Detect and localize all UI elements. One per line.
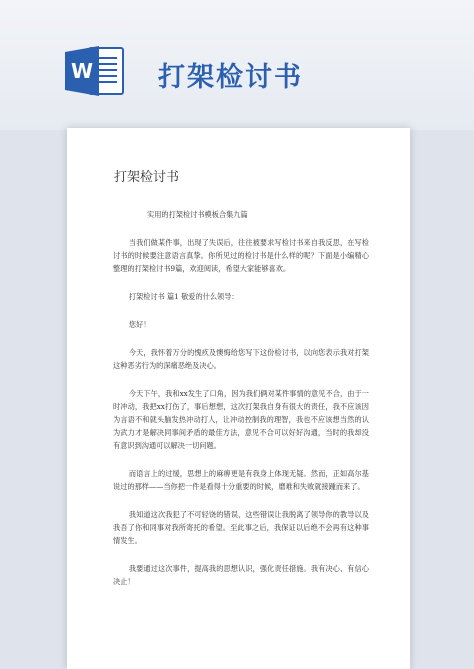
intro-paragraph: 当我们做某件事，出现了失误后，往往被要求写检讨书来自我反思，在写检讨书的时候要注意语言真挚。你所见过的检讨书是什么样的呢？下面是小编精心整理的打架检讨书9篇，欢迎阅读，希望大家能够喜欢。 — [113, 238, 369, 273]
header-banner — [0, 0, 474, 130]
subtitle-paragraph: 实用的打架检讨书模板合集九篇 — [147, 210, 248, 219]
word-document-icon — [63, 44, 125, 98]
body-paragraph: 今天，我怀着万分的愧疚及懊悔给您写下这份检讨书，以向您表示我对打架这种恶劣行为的深痛恶绝及决心。 — [113, 348, 369, 370]
body-paragraph: 今天下午，我和xx发生了口角，因为我们俩对某件事情的意见不合，由于一时冲动，我把xx打伤了，事后想想，这次打架我自身有很大的责任，我不应该因为言语不和就头脑发热冲动打人，让冲动控制我的理智，我也不应该想当然的认为武力才是解决同事间矛盾的最佳方法，意见不合可以好好沟通，当时的我却没有意识到沟通可以解决一切问题。 — [113, 389, 369, 450]
document-title: 打架检讨书 — [114, 170, 180, 185]
body-paragraph: 我要通过这次事件，提高我的思想认识，强化责任措施。我有决心、有信心决止！ — [113, 564, 369, 586]
document-body — [113, 208, 369, 603]
body-paragraph: 我知道这次我犯了不可轻饶的错误，这些错误让我脱离了领导你的教导以及我吾了你和同事对我所寄托的希望。至此事之后，我保证以后绝不会再有这种事情发生。 — [113, 510, 369, 545]
salutation-heading: 打架检讨书 篇1 敬爱的什么领导： — [128, 292, 239, 301]
svg-text:W: W — [70, 59, 94, 83]
banner-title: 打架检讨书 — [158, 62, 303, 93]
body-paragraph: 而语言上的过缓，思想上的麻痹更是有我身上体现无疑。然而，正如高尔基说过的那样——当你把一件是看得十分重要的时候，磨难和失败就接踵而来了。 — [113, 469, 369, 491]
greeting-paragraph: 您好！ — [128, 320, 151, 329]
document-page — [67, 128, 410, 669]
